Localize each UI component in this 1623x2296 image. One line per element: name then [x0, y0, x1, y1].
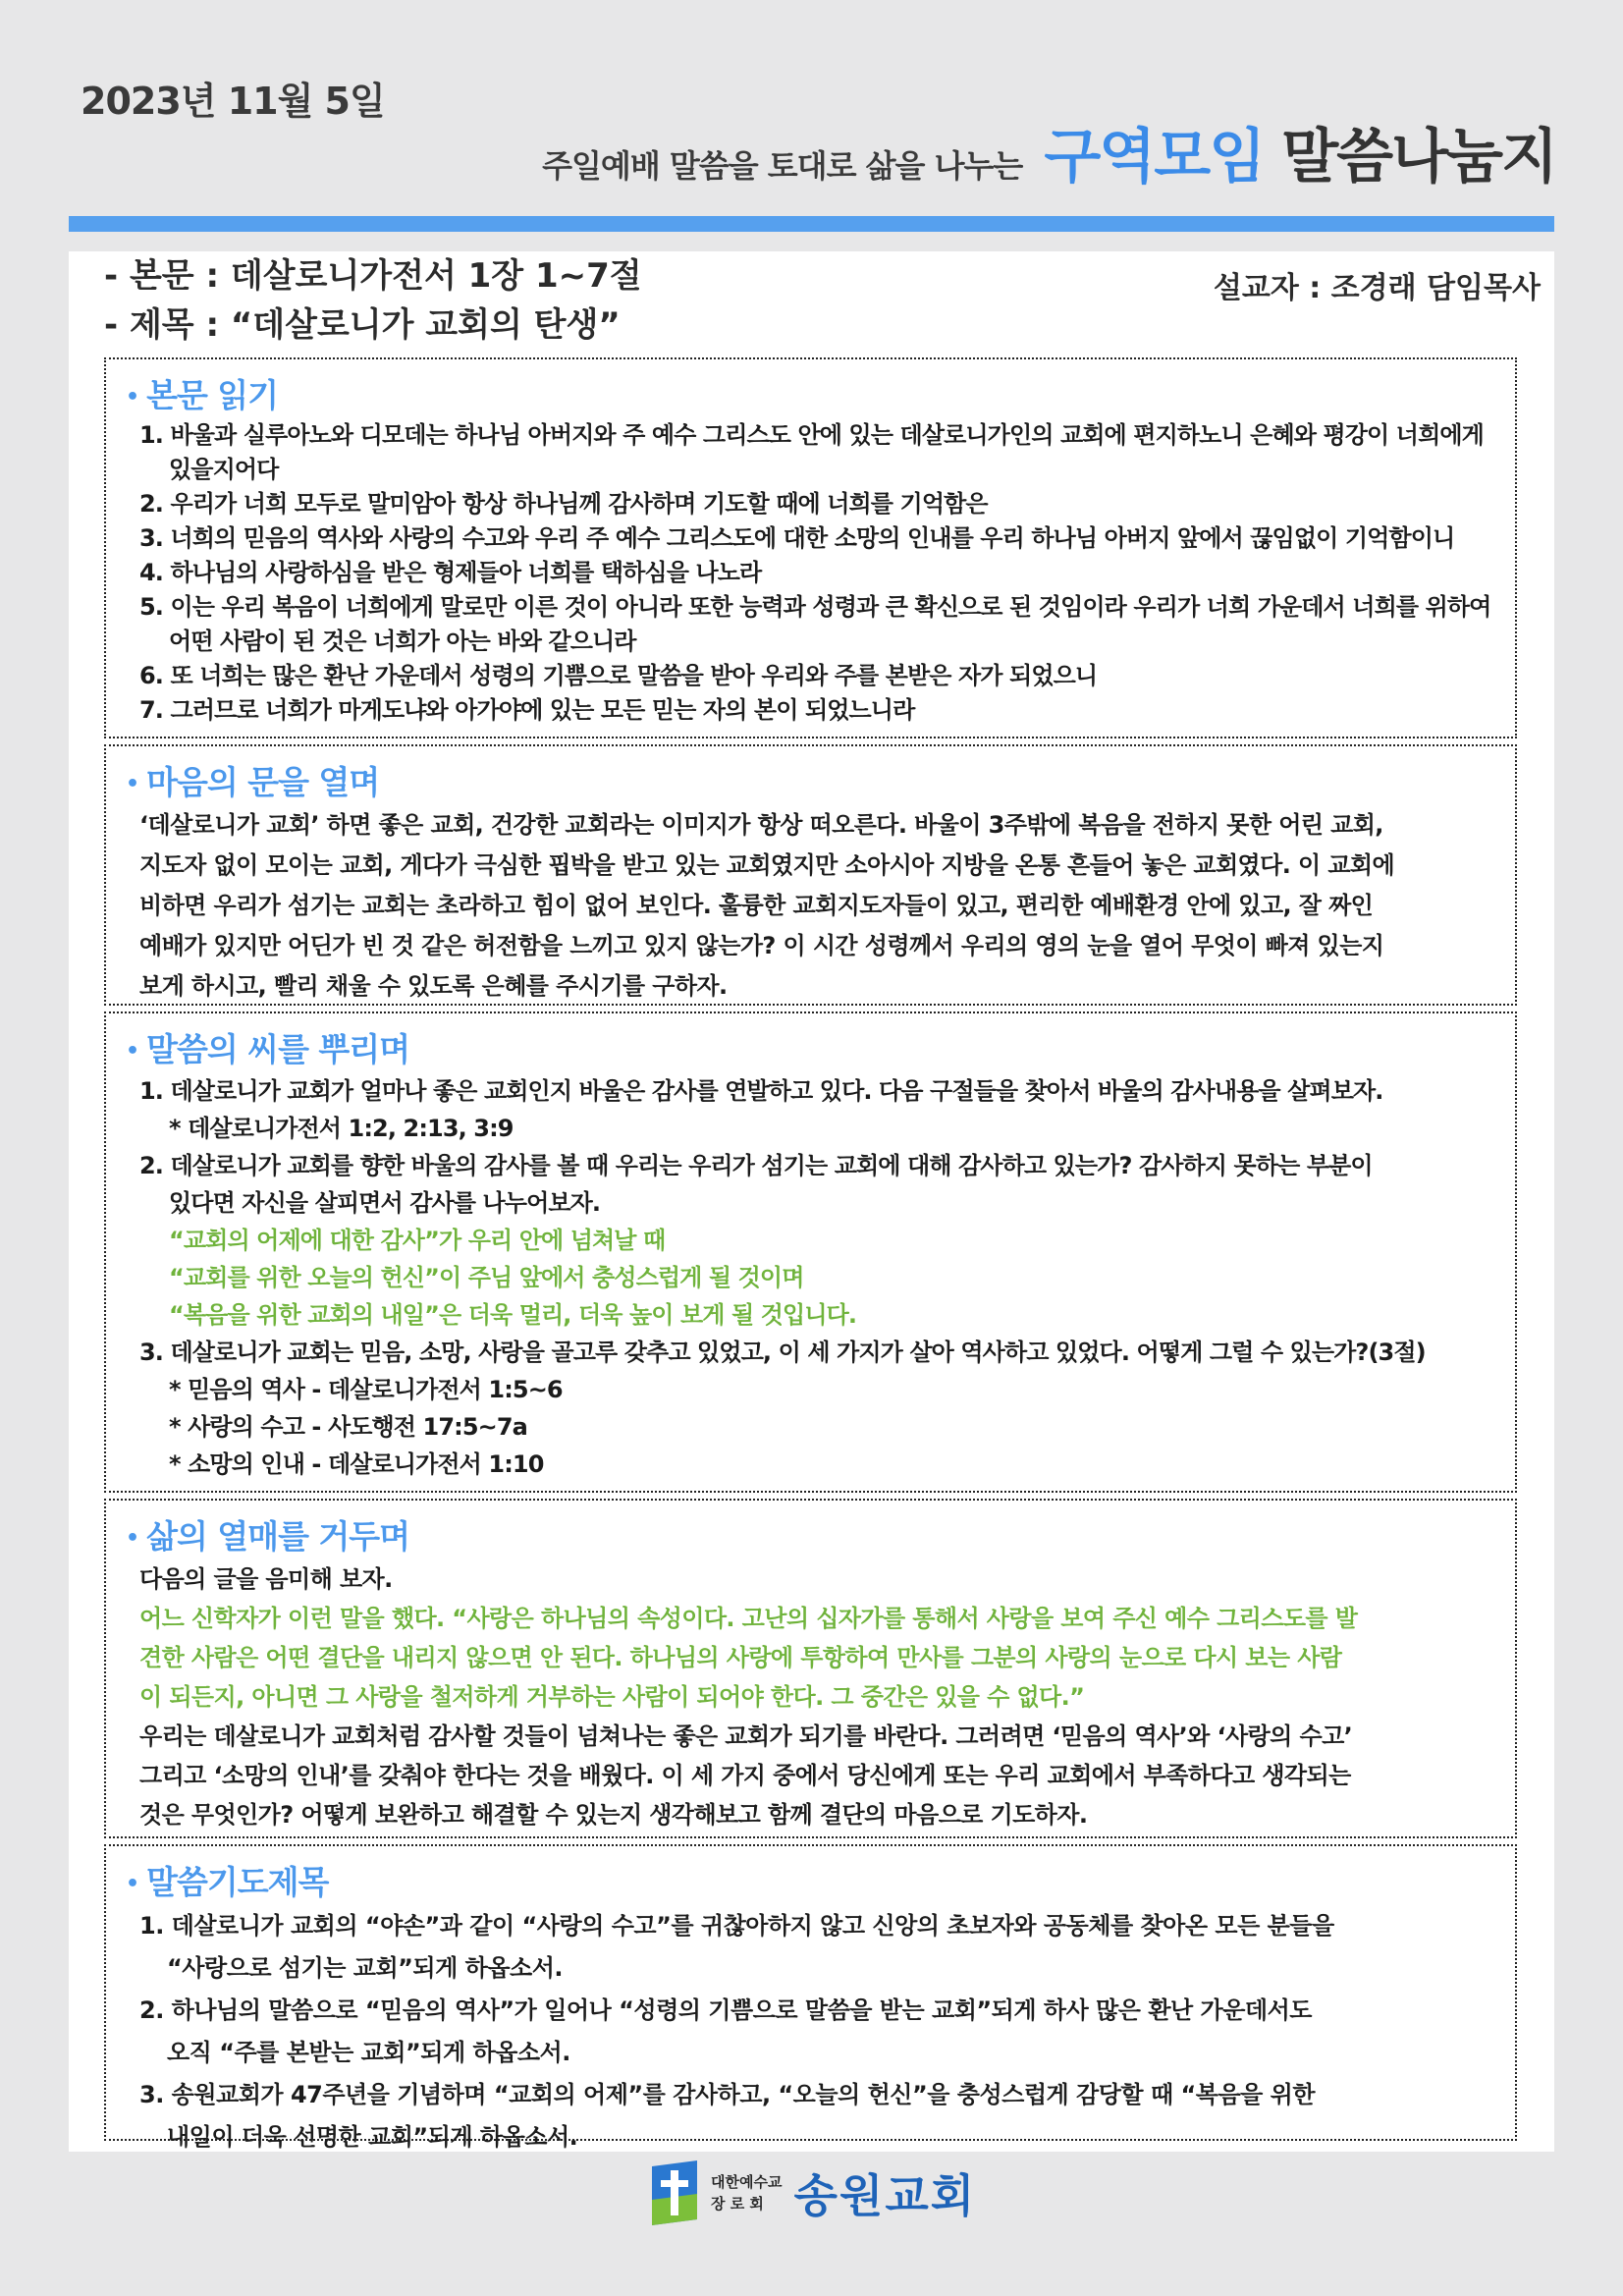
section-harvest-fruit	[104, 1499, 1517, 1838]
prayer-line: 2. 하나님의 말씀으로 “믿음의 역사”가 일어나 “성령의 기쁨으로 말씀을 받는 교회”되게 하사 많은 환난 가운데서도	[139, 1996, 1312, 2024]
section-title: • 말씀기도제목	[126, 1863, 329, 1901]
section-opening-heart	[104, 744, 1517, 1006]
bullet-icon: •	[126, 771, 139, 796]
content-sheet	[69, 251, 1554, 2152]
question-line: 2. 데살로니가 교회를 향한 바울의 감사를 볼 때 우리는 우리가 섬기는 교회에 대해 감사하고 있는가? 감사하지 못하는 부분이	[139, 1152, 1373, 1179]
prayer-line: 1. 데살로니가 교회의 “야손”과 같이 “사랑의 수고”를 귀찮아하지 않고 신앙의 초보자와 공동체를 찾아온 모든 분들을	[139, 1912, 1334, 1940]
verse-line: 있을지어다	[169, 456, 279, 483]
verse-line: 3. 너희의 믿음의 역사와 사랑의 수고와 우리 주 예수 그리스도에 대한 소망의 인내를 우리 하나님 아버지 앞에서 끊임없이 기억함이니	[139, 524, 1455, 552]
prayer-line: “사랑으로 섬기는 교회”되게 하옵소서.	[167, 1954, 563, 1982]
reference-line: * 사랑의 수고 - 사도행전 17:5~7a	[169, 1413, 527, 1441]
header-divider	[69, 216, 1554, 232]
verse-line: 1. 바울과 실루아노와 디모데는 하나님 아버지와 주 예수 그리스도 안에 있는 데살로니가인의 교회에 편지하노니 은혜와 평강이 너희에게	[139, 421, 1484, 449]
preacher: 설교자 : 조경래 담임목사	[1213, 271, 1541, 305]
quote-line: 어느 신학자가 이런 말을 했다. “사랑은 하나님의 속성이다. 고난의 십자가를 통해서 사랑을 보여 주신 예수 그리스도를 발	[139, 1605, 1358, 1632]
paragraph-line: 우리는 데살로니가 교회처럼 감사할 것들이 넘쳐나는 좋은 교회가 되기를 바란다. 그러려면 ‘믿음의 역사’와 ‘사랑의 수고’	[139, 1722, 1353, 1750]
paragraph-line: 지도자 없이 모이는 교회, 게다가 극심한 핍박을 받고 있는 교회였지만 소아시아 지방을 온통 흔들어 놓은 교회였다. 이 교회에	[139, 851, 1395, 879]
question-line: 3. 데살로니가 교회는 믿음, 소망, 사랑을 골고루 갖추고 있었고, 이 세 가지가 살아 역사하고 있었다. 어떻게 그럴 수 있는가?(3절)	[139, 1339, 1426, 1366]
section-title: • 본문 읽기	[126, 376, 279, 414]
verse-line: 2. 우리가 너희 모두로 말미암아 항상 하나님께 감사하며 기도할 때에 너희를 기억함은	[139, 490, 988, 518]
paragraph-line: 것은 무엇인가? 어떻게 보완하고 해결할 수 있는지 생각해보고 함께 결단의 마음으로 기도하자.	[139, 1801, 1088, 1829]
quote-line: “복음을 위한 교회의 내일”은 더욱 멀리, 더욱 높이 보게 될 것입니다.	[169, 1301, 857, 1329]
paragraph-line: ‘데살로니가 교회’ 하면 좋은 교회, 건강한 교회라는 이미지가 항상 떠오른다. 바울이 3주밖에 복음을 전하지 못한 어린 교회,	[139, 811, 1383, 839]
denomination-label: 대한예수교 장 로 회	[711, 2173, 783, 2213]
verse-line: 4. 하나님의 사랑하심을 받은 형제들아 너희를 택하심을 나노라	[139, 559, 762, 586]
bullet-icon: •	[126, 1038, 139, 1064]
verse-line: 어떤 사람이 된 것은 너희가 아는 바와 같으니라	[169, 628, 636, 655]
bullet-icon: •	[126, 1871, 139, 1896]
reference-line: * 데살로니가전서 1:2, 2:13, 3:9	[169, 1115, 514, 1142]
quote-line: “교회를 위한 오늘의 헌신”이 주님 앞에서 충성스럽게 될 것이며	[169, 1264, 804, 1291]
prayer-line: 3. 송원교회가 47주년을 기념하며 “교회의 어제”를 감사하고, “오늘의 헌신”을 충성스럽게 감당할 때 “복음을 위한	[139, 2081, 1316, 2108]
page-header	[542, 110, 1556, 194]
verse-line: 5. 이는 우리 복음이 너희에게 말로만 이른 것이 아니라 또한 능력과 성령과 큰 확신으로 된 것임이라 우리가 너희 가운데서 너희를 위하여	[139, 593, 1491, 621]
bullet-icon: •	[126, 1525, 139, 1551]
paragraph-line: 그리고 ‘소망의 인내’를 갖춰야 한다는 것을 배웠다. 이 세 가지 중에서 당신에게 또는 우리 교회에서 부족하다고 생각되는	[139, 1762, 1351, 1789]
paragraph-line: 비하면 우리가 섬기는 교회는 초라하고 힘이 없어 보인다. 훌륭한 교회지도자들이 있고, 편리한 예배환경 안에 있고, 잘 짜인	[139, 892, 1374, 919]
sermon-meta	[104, 251, 642, 350]
question-line: 있다면 자신을 살피면서 감사를 나누어보자.	[169, 1189, 601, 1217]
sermon-topic: - 제목 : “데살로니가 교회의 탄생”	[104, 305, 621, 345]
section-prayer-topics	[104, 1844, 1517, 2151]
scripture-line: - 본문 : 데살로니가전서 1장 1~7절	[104, 256, 642, 296]
church-logo	[648, 2159, 976, 2227]
quote-line: 견한 사람은 어떤 결단을 내리지 않으면 안 된다. 하나님의 사랑에 투항하여 만사를 그분의 사랑의 눈으로 다시 보는 사람	[139, 1644, 1342, 1671]
quote-line: “교회의 어제에 대한 감사”가 우리 안에 넘쳐날 때	[169, 1227, 666, 1254]
bullet-icon: •	[126, 384, 139, 410]
section-title: • 삶의 열매를 거두며	[126, 1517, 410, 1556]
bulletin-date: 2023년 11월 5일	[81, 80, 385, 123]
reference-line: * 소망의 인내 - 데살로니가전서 1:10	[169, 1450, 544, 1478]
header-title-highlight: 구역모임	[1044, 123, 1265, 191]
paragraph-line: 보게 하시고, 빨리 채울 수 있도록 은혜를 주시기를 구하자.	[139, 972, 728, 1000]
paragraph-line: 예배가 있지만 어딘가 빈 것 같은 허전함을 느끼고 있지 않는가? 이 시간 성령께서 우리의 영의 눈을 열어 무엇이 빠져 있는지	[139, 932, 1384, 959]
prayer-line: 오직 “주를 본받는 교회”되게 하옵소서.	[167, 2039, 570, 2066]
header-subtitle: 주일예배 말씀을 토대로 삶을 나누는	[542, 147, 1023, 185]
quote-line: 이 되든지, 아니면 그 사랑을 철저하게 거부하는 사람이 되어야 한다. 그 중간은 있을 수 없다.”	[139, 1683, 1085, 1711]
question-line: 1. 데살로니가 교회가 얼마나 좋은 교회인지 바울은 감사를 연발하고 있다. 다음 구절들을 찾아서 바울의 감사내용을 살펴보자.	[139, 1077, 1383, 1105]
section-title: • 마음의 문을 열며	[126, 763, 380, 801]
church-name: 송원교회	[793, 2169, 977, 2222]
prayer-line: 내일이 더욱 선명한 교회”되게 하옵소서.	[167, 2123, 578, 2151]
cross-logo-icon	[648, 2160, 701, 2225]
section-title: • 말씀의 씨를 뿌리며	[126, 1030, 410, 1068]
header-title: 말씀나눔지	[1281, 123, 1556, 191]
reference-line: * 믿음의 역사 - 데살로니가전서 1:5~6	[169, 1376, 563, 1403]
section-sowing-word	[104, 1011, 1517, 1493]
verse-line: 6. 또 너희는 많은 환난 가운데서 성령의 기쁨으로 말씀을 받아 우리와 주를 본받은 자가 되었으니	[139, 662, 1098, 689]
section-scripture-reading	[104, 357, 1517, 738]
paragraph-line: 다음의 글을 음미해 보자.	[139, 1565, 393, 1593]
verse-line: 7. 그러므로 너희가 마게도냐와 아가야에 있는 모든 믿는 자의 본이 되었느니라	[139, 696, 915, 724]
